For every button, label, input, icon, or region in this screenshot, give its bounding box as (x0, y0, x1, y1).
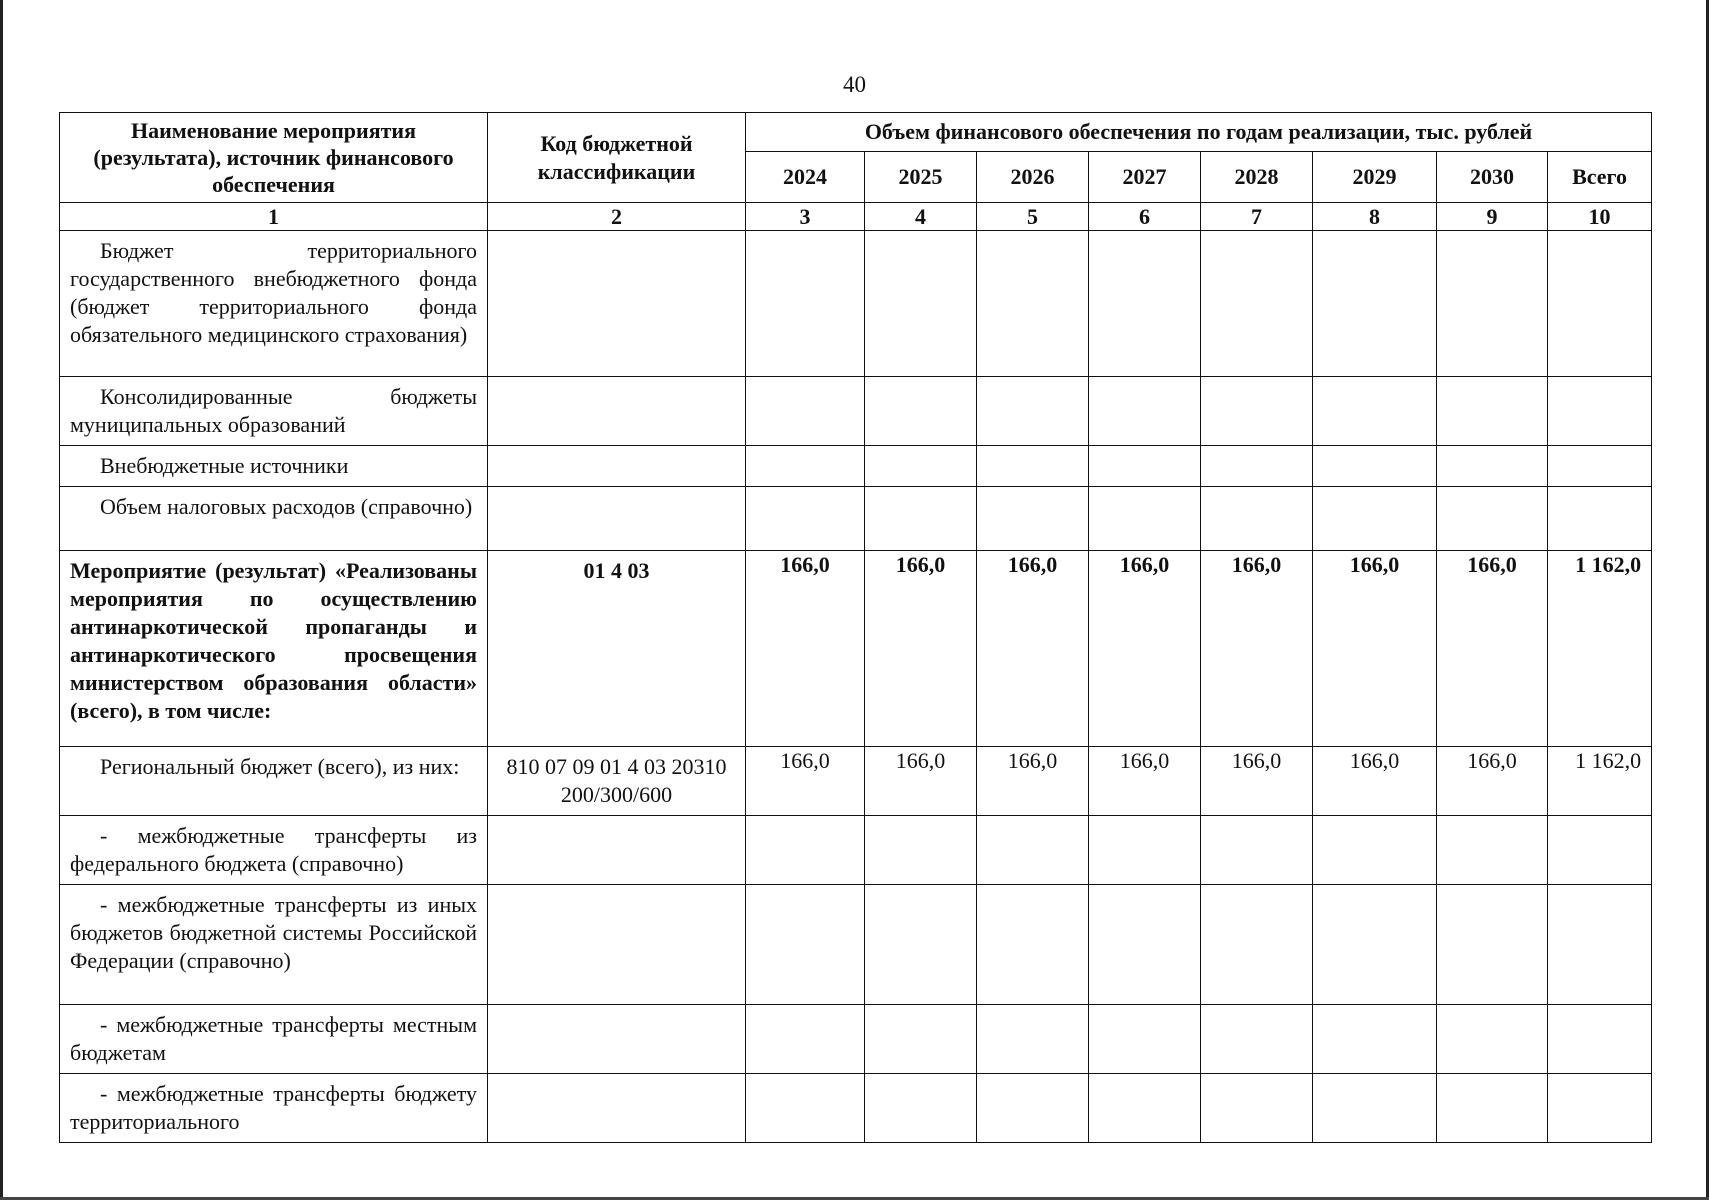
row-value (977, 1005, 1089, 1074)
row-value (865, 816, 977, 885)
row-value (1201, 816, 1313, 885)
row-value (1089, 1074, 1201, 1143)
table-row (60, 747, 1652, 816)
column-number: 3 (746, 203, 865, 231)
row-value (746, 816, 865, 885)
table-row (60, 231, 1652, 377)
page-edge-left (0, 0, 3, 1200)
header-year: 2029 (1313, 152, 1437, 203)
row-value (1313, 1074, 1437, 1143)
row-value (1089, 487, 1201, 551)
row-name: Объем налоговых расходов (справочно) (60, 487, 488, 551)
row-name: - межбюджетные трансферты из федерального бюджета (справочно) (60, 816, 488, 885)
column-number: 10 (1548, 203, 1652, 231)
row-code: 810 07 09 01 4 03 20310 200/300/600 (488, 747, 746, 816)
header-year: 2030 (1437, 152, 1548, 203)
header-year: 2028 (1201, 152, 1313, 203)
header-year: 2024 (746, 152, 865, 203)
row-value (1437, 885, 1548, 1005)
row-name: Внебюджетные источники (60, 446, 488, 487)
column-number: 8 (1313, 203, 1437, 231)
row-value (1201, 1074, 1313, 1143)
column-number: 5 (977, 203, 1089, 231)
header-name: Наименование мероприятия (результата), источник финансового обеспечения (60, 113, 488, 203)
row-value (1201, 885, 1313, 1005)
row-value (1089, 231, 1201, 377)
row-value (746, 231, 865, 377)
row-name: Консолидированные бюджеты муниципальных образований (60, 377, 488, 446)
row-value (865, 885, 977, 1005)
row-value (1437, 377, 1548, 446)
row-total: 1 162,0 (1548, 551, 1652, 747)
row-code (488, 1074, 746, 1143)
header-row-1 (60, 113, 1652, 152)
row-code (488, 231, 746, 377)
row-code (488, 377, 746, 446)
row-value: 166,0 (977, 551, 1089, 747)
row-name: - межбюджетные трансферты местным бюджетам (60, 1005, 488, 1074)
row-value: 166,0 (1201, 551, 1313, 747)
row-value (1437, 816, 1548, 885)
row-total (1548, 231, 1652, 377)
row-value (1089, 446, 1201, 487)
table-row (60, 1005, 1652, 1074)
row-value (746, 1005, 865, 1074)
column-number: 1 (60, 203, 488, 231)
column-number: 6 (1089, 203, 1201, 231)
row-value: 166,0 (1089, 747, 1201, 816)
row-value (746, 885, 865, 1005)
row-value (977, 816, 1089, 885)
row-value (1201, 231, 1313, 377)
row-value: 166,0 (1089, 551, 1201, 747)
row-value (977, 1074, 1089, 1143)
row-code: 01 4 03 (488, 551, 746, 747)
row-value (977, 377, 1089, 446)
row-total (1548, 377, 1652, 446)
row-value: 166,0 (1437, 747, 1548, 816)
row-value (1089, 885, 1201, 1005)
row-value (1437, 487, 1548, 551)
row-name: Региональный бюджет (всего), из них: (60, 747, 488, 816)
table-row (60, 487, 1652, 551)
row-value (746, 1074, 865, 1143)
row-value (1089, 377, 1201, 446)
row-total (1548, 487, 1652, 551)
row-value: 166,0 (746, 551, 865, 747)
row-value (1201, 446, 1313, 487)
row-value (1313, 446, 1437, 487)
row-value: 166,0 (977, 747, 1089, 816)
row-code (488, 1005, 746, 1074)
row-value (746, 446, 865, 487)
row-value: 166,0 (1437, 551, 1548, 747)
row-value (865, 446, 977, 487)
row-value: 166,0 (1313, 747, 1437, 816)
row-value (1437, 1074, 1548, 1143)
row-value (977, 231, 1089, 377)
row-name: - межбюджетные трансферты бюджету территориального (60, 1074, 488, 1143)
column-number: 4 (865, 203, 977, 231)
row-code (488, 487, 746, 551)
row-total (1548, 1074, 1652, 1143)
header-total: Всего (1548, 152, 1652, 203)
row-code (488, 816, 746, 885)
row-value (865, 487, 977, 551)
column-number: 9 (1437, 203, 1548, 231)
header-year: 2025 (865, 152, 977, 203)
row-value (1201, 487, 1313, 551)
row-value (1201, 1005, 1313, 1074)
row-name: Мероприятие (результат) «Реализованы мероприятия по осуществлению антинаркотической пропаганды и антинаркотического просвещения министерством образования области» (всего), в том числе: (60, 551, 488, 747)
row-name: Бюджет территориального государственного внебюджетного фонда (бюджет территориального фонда обязательного медицинского страхования) (60, 231, 488, 377)
row-value (746, 377, 865, 446)
row-value (1089, 816, 1201, 885)
row-value: 166,0 (865, 747, 977, 816)
header-year: 2027 (1089, 152, 1201, 203)
row-value (1437, 1005, 1548, 1074)
table-row (60, 885, 1652, 1005)
row-total (1548, 885, 1652, 1005)
header-row-numbers (60, 203, 1652, 231)
page-number: 40 (843, 72, 866, 97)
row-value: 166,0 (1201, 747, 1313, 816)
row-value (1313, 816, 1437, 885)
row-value (1313, 487, 1437, 551)
row-value (977, 885, 1089, 1005)
row-value (865, 1074, 977, 1143)
row-value (977, 487, 1089, 551)
row-code (488, 446, 746, 487)
row-value (865, 377, 977, 446)
row-name: - межбюджетные трансферты из иных бюджетов бюджетной системы Российской Федерации (справочно) (60, 885, 488, 1005)
header-volume: Объем финансового обеспечения по годам реализации, тыс. рублей (746, 113, 1652, 152)
table-row (60, 446, 1652, 487)
row-code (488, 885, 746, 1005)
row-total (1548, 1005, 1652, 1074)
row-value (865, 231, 977, 377)
row-value (1437, 446, 1548, 487)
row-value (1313, 231, 1437, 377)
row-value: 166,0 (865, 551, 977, 747)
row-value (1089, 1005, 1201, 1074)
row-total (1548, 446, 1652, 487)
column-number: 7 (1201, 203, 1313, 231)
row-total: 1 162,0 (1548, 747, 1652, 816)
row-total (1548, 816, 1652, 885)
row-value (865, 1005, 977, 1074)
row-value (1313, 377, 1437, 446)
table-row (60, 816, 1652, 885)
row-value: 166,0 (1313, 551, 1437, 747)
row-value: 166,0 (746, 747, 865, 816)
row-value (1437, 231, 1548, 377)
row-value (1313, 1005, 1437, 1074)
header-year: 2026 (977, 152, 1089, 203)
row-value (977, 446, 1089, 487)
row-value (1201, 377, 1313, 446)
header-code: Код бюджетной классификации (488, 113, 746, 203)
table-row (60, 377, 1652, 446)
column-number: 2 (488, 203, 746, 231)
row-value (1313, 885, 1437, 1005)
table-row-event (60, 551, 1652, 747)
financing-table (59, 112, 1652, 1143)
table-row (60, 1074, 1652, 1143)
row-value (746, 487, 865, 551)
